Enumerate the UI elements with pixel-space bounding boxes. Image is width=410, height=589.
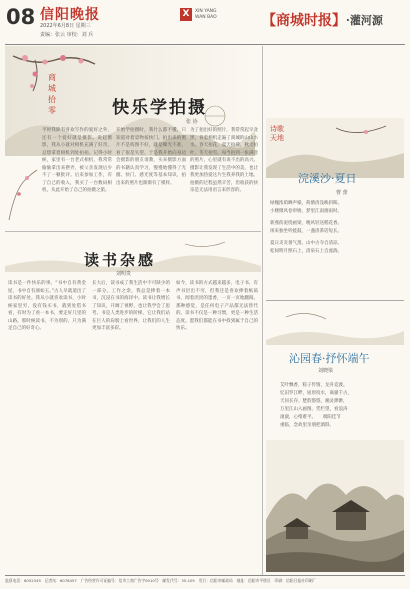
footer-info: 监督电话：6052345 记者站：6078457 广告经营许可证编号：信市工商广告字0010号 邮发代号：35-105 发行：信阳市邮政局 地址：信阳市平桥区 印刷：信阳日报社印刷厂 — [5, 578, 317, 583]
poem-line: 万里江山入画图。凭栏望，看浪涛 — [280, 407, 348, 412]
header-rule — [5, 44, 405, 45]
poem-line: 忆汨罗江畔，屈原投水，离骚千古， — [280, 391, 352, 396]
poem-line: 闲来独坐听蛙鼓，一盏清茶话短长。 — [270, 229, 342, 234]
poem-2-author: 刘晓梁 — [318, 368, 334, 374]
side-decoration — [5, 160, 39, 228]
masthead-logo: 信阳晚报 — [40, 7, 100, 23]
poem-2-illustration — [266, 305, 404, 345]
poem-line: 绿槐浓荫蝉声噪，荷塘清浅映斜晖。 — [270, 201, 342, 206]
poem-line: 夏日炎炎暑气蒸，山中古寺自清凉。 — [270, 241, 342, 246]
dateline: 2022年6月8日 星期三 — [40, 23, 91, 29]
poem-line: 松间明月照石上，清泉石上自流淌。 — [270, 249, 342, 254]
column-tag-char: 城 — [48, 84, 56, 93]
sub-section-title: ·灌河源 — [346, 14, 383, 27]
poem-line: 天问长存。楚韵悠悠，湘灵渺渺， — [280, 399, 348, 404]
poetry-column-tag — [270, 125, 284, 143]
poem-1-body — [270, 200, 402, 256]
newspaper-logo-text: XIN YANG WAN BAO — [195, 9, 217, 20]
story-divider — [5, 231, 261, 232]
poem-line: 艾叶飘香，粽子传情，龙舟竞渡。 — [280, 383, 348, 388]
second-story-title: 读书杂感 — [84, 251, 157, 269]
poetry-illustration — [266, 118, 404, 178]
poem-2-body — [280, 382, 400, 430]
section-title: 【商城时报】 — [262, 13, 346, 29]
main-story-column-3: 为了拍出好的照片，我常常起早贪黑，背着相机走遍了商城的山山水水。春天拍花，夏天拍荷，秋天拍叶，冬天拍雪。每当拍到一张满意的照片，心里就有说不出的高兴。摄影让我发现了生活中的美，也让我更加热爱这片生我养我的土地。拍摄的过程虽然辛苦，但收获的快乐是无法用语言来形容的。 — [190, 128, 258, 193]
poem-1-title: 浣溪沙·夏日 — [298, 172, 357, 185]
second-story-author: 刘明贵 — [116, 271, 132, 277]
column-divider — [262, 46, 263, 576]
newspaper-logo-icon: X — [180, 8, 192, 21]
editors-credit: 责编：张云 审校：刘 兵 — [40, 32, 94, 38]
poem-line: 小楼微风卷帘栊，梦里江南烟雨时。 — [270, 209, 342, 214]
poem-1-author: 曹 蕾 — [336, 190, 348, 196]
poem-line: 滚滚，心绪难平。 端阳佳节 — [280, 415, 341, 420]
landscape-painting — [266, 440, 404, 572]
main-story-column-1: 平时我除有喜欢写作的爱好之外，还有一个爱好就是摄影。说起摄影，我从小就对相机充满了好奇，总想拿着相机到处拍拍。记得小时候，家里有一台老式相机，我常常偷偷拿出来摆弄，被父亲发现后少不了一顿批评。后来参加工作，有了自己的收入，我买了一台数码相机，从此开始了自己的拍摄之旅。 — [42, 128, 112, 193]
poem-line: 新燕衔泥绕画梁，晚风轻送稻花香。 — [270, 221, 342, 226]
second-story-column-3: 如今，读书的方式越来越多，电子书、有声书层出不穷，但我还是喜欢捧着纸质书，闻着淡淡的墨香，一页一页地翻阅。那种感觉，是任何电子产品都无法替代的。读书不仅是一种习惯，更是一种生活态度。愿我们都能在书中找到属于自己的快乐。 — [176, 281, 258, 331]
column-tag-char: 商 — [48, 73, 56, 82]
footer-rule — [5, 575, 405, 576]
poem-line: 重临，念故里亲朋把酒斟。 — [280, 423, 334, 428]
second-story-column-1: 读书是一件快乐的事。“书中自有黄金屋，书中自有颜如玉。”古人早就道出了读书的好处。我从小就喜欢读书，小时候家里穷，没有钱买书，就到处借书看，有时为了看一本书，要走好几里的山路。那时候读书，不为别的，只为满足自己的好奇心。 — [8, 281, 86, 331]
poetry-tag-line: 诗歌 — [270, 125, 284, 133]
poem-2-title: 沁园春·抒怀端午 — [289, 352, 370, 365]
second-story-column-2: 长大后，读书成了我生活中不可缺少的一部分。工作之余，我总是捧着一本书，沉浸在书的海洋中。读书让我增长了知识，开阔了视野，也让我学会了思考。书是人类进步的阶梯，它让我们站在巨人的肩膀上看世界，让我们的人生更加丰富多彩。 — [92, 281, 170, 331]
page-number: 08 — [6, 5, 36, 29]
main-story-author: 张 协 — [186, 119, 198, 125]
column-tag-char: 拾 — [48, 95, 56, 104]
main-story-column-2: 开始学拍摄时，我什么都不懂，只知道对着景物按快门。拍出来的照片不是构图不好，就是曝光不准，看了很是失望。于是我开始向身边会摄影的朋友请教，买来摄影方面的书籍认真学习，慢慢地懂得了光圈、快门、感光度等基本知识，拍出来的照片也渐渐有了模样。 — [116, 128, 186, 186]
poetry-tag-line: 天地 — [270, 134, 284, 142]
main-story-title: 快乐学拍摄 — [112, 98, 207, 118]
column-tag-char: 零 — [48, 106, 56, 115]
right-column-rule — [266, 300, 404, 301]
column-tag — [48, 72, 56, 116]
